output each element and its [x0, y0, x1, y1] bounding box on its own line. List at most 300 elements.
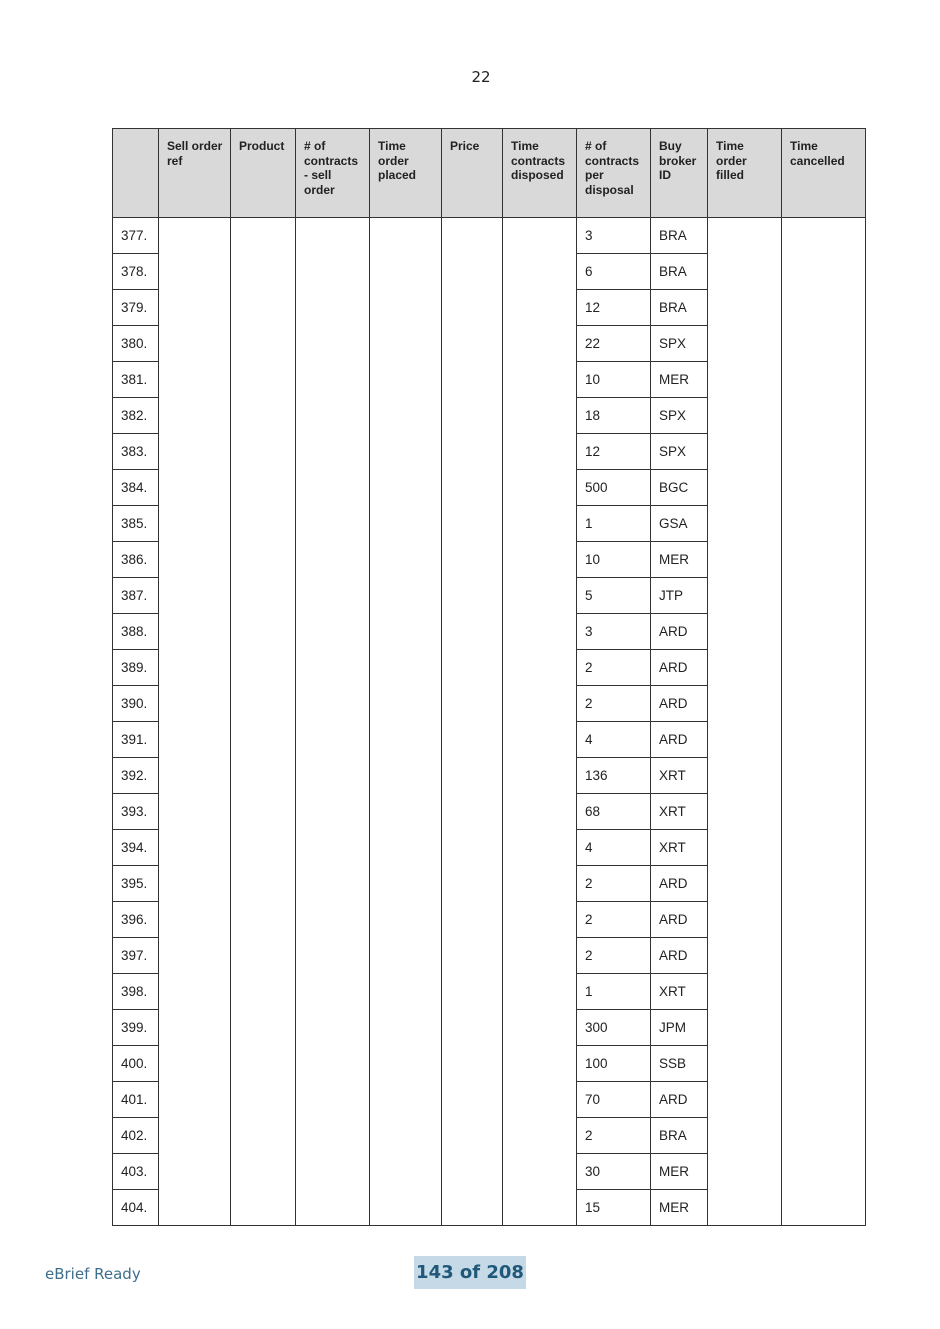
buy-broker-id-cell: XRT [651, 794, 708, 830]
sell-order-ref-cell [159, 1010, 231, 1046]
time-order-filled-cell [708, 938, 782, 974]
contracts-per-disposal-cell: 68 [577, 794, 651, 830]
time-order-filled-cell [708, 758, 782, 794]
contracts-per-disposal-cell: 12 [577, 434, 651, 470]
contracts-per-disposal-cell: 10 [577, 362, 651, 398]
time-contracts-disposed-cell [503, 938, 577, 974]
time-order-placed-cell [370, 578, 442, 614]
contracts-per-disposal-cell: 1 [577, 974, 651, 1010]
price-cell [442, 254, 503, 290]
time-contracts-disposed-cell [503, 614, 577, 650]
time-contracts-disposed-cell [503, 434, 577, 470]
sell-order-ref-cell [159, 362, 231, 398]
time-order-placed-cell [370, 542, 442, 578]
time-contracts-disposed-cell [503, 1010, 577, 1046]
buy-broker-id-cell: MER [651, 542, 708, 578]
product-cell [231, 578, 296, 614]
product-cell [231, 866, 296, 902]
contracts-sell-order-cell [296, 290, 370, 326]
table-row [113, 542, 866, 578]
time-order-placed-cell [370, 794, 442, 830]
contracts-per-disposal-cell: 3 [577, 614, 651, 650]
contracts-per-disposal-cell: 4 [577, 722, 651, 758]
product-cell [231, 1118, 296, 1154]
buy-broker-id-cell: ARD [651, 938, 708, 974]
contracts-sell-order-cell [296, 1010, 370, 1046]
product-cell [231, 434, 296, 470]
time-order-placed-cell [370, 650, 442, 686]
table-row [113, 434, 866, 470]
row-number-cell: 404. [113, 1190, 159, 1226]
buy-broker-id-cell: SPX [651, 398, 708, 434]
time-order-placed-cell [370, 398, 442, 434]
time-order-placed-cell [370, 902, 442, 938]
buy-broker-id-cell: BGC [651, 470, 708, 506]
contracts-sell-order-cell [296, 830, 370, 866]
table-row [113, 938, 866, 974]
time-order-filled-cell [708, 398, 782, 434]
product-cell [231, 470, 296, 506]
time-contracts-disposed-cell [503, 758, 577, 794]
price-cell [442, 218, 503, 254]
time-contracts-disposed-cell [503, 686, 577, 722]
time-cancelled-cell [782, 290, 866, 326]
time-cancelled-cell [782, 362, 866, 398]
contracts-sell-order-cell [296, 506, 370, 542]
time-order-filled-cell [708, 1190, 782, 1226]
price-cell [442, 902, 503, 938]
price-cell [442, 434, 503, 470]
sell-order-ref-cell [159, 866, 231, 902]
buy-broker-id-cell: JPM [651, 1010, 708, 1046]
table-body [113, 218, 866, 1226]
time-contracts-disposed-cell [503, 470, 577, 506]
contracts-per-disposal-cell: 30 [577, 1154, 651, 1190]
price-cell [442, 758, 503, 794]
time-order-filled-cell [708, 470, 782, 506]
table-row [113, 1118, 866, 1154]
time-order-placed-cell [370, 1190, 442, 1226]
table-row [113, 758, 866, 794]
header-price: Price [442, 129, 503, 218]
time-order-placed-cell [370, 290, 442, 326]
time-order-filled-cell [708, 254, 782, 290]
time-order-filled-cell [708, 830, 782, 866]
table-row [113, 578, 866, 614]
contracts-per-disposal-cell: 500 [577, 470, 651, 506]
row-number-cell: 397. [113, 938, 159, 974]
sell-order-ref-cell [159, 326, 231, 362]
price-cell [442, 326, 503, 362]
time-cancelled-cell [782, 434, 866, 470]
time-contracts-disposed-cell [503, 830, 577, 866]
sell-order-ref-cell [159, 722, 231, 758]
product-cell [231, 1010, 296, 1046]
time-cancelled-cell [782, 578, 866, 614]
buy-broker-id-cell: SPX [651, 326, 708, 362]
orders-table [112, 128, 866, 1226]
table-row [113, 254, 866, 290]
time-cancelled-cell [782, 614, 866, 650]
contracts-sell-order-cell [296, 974, 370, 1010]
price-cell [442, 1190, 503, 1226]
contracts-sell-order-cell [296, 938, 370, 974]
product-cell [231, 1190, 296, 1226]
row-number-cell: 382. [113, 398, 159, 434]
product-cell [231, 1046, 296, 1082]
row-number-cell: 398. [113, 974, 159, 1010]
contracts-per-disposal-cell: 2 [577, 650, 651, 686]
time-order-filled-cell [708, 218, 782, 254]
time-cancelled-cell [782, 938, 866, 974]
time-contracts-disposed-cell [503, 722, 577, 758]
time-order-placed-cell [370, 434, 442, 470]
time-contracts-disposed-cell [503, 398, 577, 434]
contracts-sell-order-cell [296, 1082, 370, 1118]
table-row [113, 866, 866, 902]
table-row [113, 362, 866, 398]
buy-broker-id-cell: MER [651, 362, 708, 398]
contracts-sell-order-cell [296, 1154, 370, 1190]
time-cancelled-cell [782, 902, 866, 938]
time-contracts-disposed-cell [503, 650, 577, 686]
product-cell [231, 686, 296, 722]
buy-broker-id-cell: SPX [651, 434, 708, 470]
price-cell [442, 362, 503, 398]
row-number-cell: 377. [113, 218, 159, 254]
time-order-placed-cell [370, 686, 442, 722]
product-cell [231, 362, 296, 398]
header-product: Product [231, 129, 296, 218]
row-number-cell: 379. [113, 290, 159, 326]
time-order-placed-cell [370, 254, 442, 290]
buy-broker-id-cell: ARD [651, 614, 708, 650]
time-order-placed-cell [370, 722, 442, 758]
time-order-placed-cell [370, 1118, 442, 1154]
contracts-sell-order-cell [296, 794, 370, 830]
buy-broker-id-cell: BRA [651, 218, 708, 254]
time-order-placed-cell [370, 1010, 442, 1046]
time-cancelled-cell [782, 1118, 866, 1154]
product-cell [231, 938, 296, 974]
time-order-filled-cell [708, 614, 782, 650]
time-cancelled-cell [782, 1010, 866, 1046]
buy-broker-id-cell: ARD [651, 650, 708, 686]
time-cancelled-cell [782, 830, 866, 866]
row-number-cell: 394. [113, 830, 159, 866]
row-number-cell: 386. [113, 542, 159, 578]
time-order-filled-cell [708, 686, 782, 722]
time-order-filled-cell [708, 434, 782, 470]
product-cell [231, 614, 296, 650]
table-row [113, 1010, 866, 1046]
time-order-filled-cell [708, 1046, 782, 1082]
buy-broker-id-cell: BRA [651, 254, 708, 290]
contracts-sell-order-cell [296, 218, 370, 254]
time-cancelled-cell [782, 542, 866, 578]
table-row [113, 1154, 866, 1190]
price-cell [442, 578, 503, 614]
page-counter: 143 of 208 [414, 1256, 526, 1289]
price-cell [442, 794, 503, 830]
product-cell [231, 902, 296, 938]
time-order-filled-cell [708, 1010, 782, 1046]
price-cell [442, 290, 503, 326]
time-cancelled-cell [782, 326, 866, 362]
row-number-cell: 391. [113, 722, 159, 758]
table-row [113, 794, 866, 830]
table-row [113, 614, 866, 650]
sell-order-ref-cell [159, 614, 231, 650]
table-row [113, 974, 866, 1010]
buy-broker-id-cell: ARD [651, 902, 708, 938]
time-cancelled-cell [782, 1190, 866, 1226]
contracts-per-disposal-cell: 2 [577, 866, 651, 902]
time-order-filled-cell [708, 506, 782, 542]
buy-broker-id-cell: BRA [651, 1118, 708, 1154]
contracts-per-disposal-cell: 6 [577, 254, 651, 290]
sell-order-ref-cell [159, 794, 231, 830]
time-cancelled-cell [782, 1046, 866, 1082]
contracts-per-disposal-cell: 10 [577, 542, 651, 578]
product-cell [231, 218, 296, 254]
time-cancelled-cell [782, 1082, 866, 1118]
time-contracts-disposed-cell [503, 794, 577, 830]
sell-order-ref-cell [159, 974, 231, 1010]
time-contracts-disposed-cell [503, 974, 577, 1010]
sell-order-ref-cell [159, 398, 231, 434]
price-cell [442, 398, 503, 434]
row-number-cell: 387. [113, 578, 159, 614]
time-contracts-disposed-cell [503, 254, 577, 290]
header-sell-order-ref: Sell order ref [159, 129, 231, 218]
row-number-cell: 383. [113, 434, 159, 470]
time-contracts-disposed-cell [503, 1082, 577, 1118]
contracts-sell-order-cell [296, 614, 370, 650]
page-number: 22 [471, 68, 491, 86]
sell-order-ref-cell [159, 1154, 231, 1190]
header-time-order-filled: Time order filled [708, 129, 782, 218]
time-order-placed-cell [370, 758, 442, 794]
time-order-placed-cell [370, 866, 442, 902]
sell-order-ref-cell [159, 830, 231, 866]
buy-broker-id-cell: GSA [651, 506, 708, 542]
time-contracts-disposed-cell [503, 1190, 577, 1226]
price-cell [442, 866, 503, 902]
time-order-placed-cell [370, 326, 442, 362]
price-cell [442, 722, 503, 758]
buy-broker-id-cell: BRA [651, 290, 708, 326]
table-row [113, 722, 866, 758]
time-cancelled-cell [782, 650, 866, 686]
header-time-contracts-disposed: Time contracts disposed [503, 129, 577, 218]
header-buy-broker-id: Buy broker ID [651, 129, 708, 218]
time-cancelled-cell [782, 758, 866, 794]
contracts-sell-order-cell [296, 326, 370, 362]
time-order-placed-cell [370, 974, 442, 1010]
buy-broker-id-cell: MER [651, 1190, 708, 1226]
row-number-cell: 381. [113, 362, 159, 398]
sell-order-ref-cell [159, 434, 231, 470]
price-cell [442, 1154, 503, 1190]
time-contracts-disposed-cell [503, 1154, 577, 1190]
product-cell [231, 506, 296, 542]
time-order-filled-cell [708, 362, 782, 398]
time-cancelled-cell [782, 218, 866, 254]
header-contracts-sell-order: # of contracts - sell order [296, 129, 370, 218]
buy-broker-id-cell: SSB [651, 1046, 708, 1082]
product-cell [231, 398, 296, 434]
contracts-sell-order-cell [296, 362, 370, 398]
time-order-filled-cell [708, 722, 782, 758]
row-number-cell: 385. [113, 506, 159, 542]
time-order-filled-cell [708, 902, 782, 938]
price-cell [442, 686, 503, 722]
time-order-filled-cell [708, 290, 782, 326]
price-cell [442, 1046, 503, 1082]
contracts-sell-order-cell [296, 1190, 370, 1226]
time-cancelled-cell [782, 974, 866, 1010]
contracts-sell-order-cell [296, 902, 370, 938]
row-number-cell: 380. [113, 326, 159, 362]
table-row [113, 326, 866, 362]
sell-order-ref-cell [159, 218, 231, 254]
contracts-per-disposal-cell: 2 [577, 902, 651, 938]
row-number-cell: 403. [113, 1154, 159, 1190]
row-number-cell: 401. [113, 1082, 159, 1118]
table-row [113, 290, 866, 326]
buy-broker-id-cell: ARD [651, 722, 708, 758]
price-cell [442, 1082, 503, 1118]
time-order-placed-cell [370, 1082, 442, 1118]
time-order-placed-cell [370, 830, 442, 866]
footer-brand: eBrief Ready [45, 1265, 141, 1283]
row-number-cell: 396. [113, 902, 159, 938]
sell-order-ref-cell [159, 758, 231, 794]
time-cancelled-cell [782, 794, 866, 830]
header-time-order-placed: Time order placed [370, 129, 442, 218]
buy-broker-id-cell: ARD [651, 866, 708, 902]
time-contracts-disposed-cell [503, 902, 577, 938]
contracts-sell-order-cell [296, 470, 370, 506]
sell-order-ref-cell [159, 290, 231, 326]
time-order-placed-cell [370, 470, 442, 506]
contracts-sell-order-cell [296, 578, 370, 614]
price-cell [442, 470, 503, 506]
contracts-per-disposal-cell: 136 [577, 758, 651, 794]
contracts-sell-order-cell [296, 1118, 370, 1154]
contracts-sell-order-cell [296, 434, 370, 470]
price-cell [442, 1118, 503, 1154]
product-cell [231, 326, 296, 362]
row-number-cell: 378. [113, 254, 159, 290]
row-number-cell: 400. [113, 1046, 159, 1082]
product-cell [231, 974, 296, 1010]
price-cell [442, 974, 503, 1010]
time-order-filled-cell [708, 650, 782, 686]
contracts-sell-order-cell [296, 542, 370, 578]
contracts-per-disposal-cell: 15 [577, 1190, 651, 1226]
time-order-placed-cell [370, 218, 442, 254]
contracts-per-disposal-cell: 12 [577, 290, 651, 326]
row-number-cell: 395. [113, 866, 159, 902]
sell-order-ref-cell [159, 470, 231, 506]
contracts-per-disposal-cell: 1 [577, 506, 651, 542]
time-order-filled-cell [708, 974, 782, 1010]
contracts-sell-order-cell [296, 1046, 370, 1082]
header-contracts-per-disposal: # of contracts per disposal [577, 129, 651, 218]
contracts-per-disposal-cell: 22 [577, 326, 651, 362]
time-order-filled-cell [708, 578, 782, 614]
price-cell [442, 506, 503, 542]
table-row [113, 1046, 866, 1082]
product-cell [231, 290, 296, 326]
row-number-cell: 384. [113, 470, 159, 506]
buy-broker-id-cell: ARD [651, 1082, 708, 1118]
product-cell [231, 254, 296, 290]
sell-order-ref-cell [159, 542, 231, 578]
row-number-cell: 390. [113, 686, 159, 722]
time-order-placed-cell [370, 1046, 442, 1082]
header-time-cancelled: Time cancelled [782, 129, 866, 218]
contracts-per-disposal-cell: 18 [577, 398, 651, 434]
time-cancelled-cell [782, 866, 866, 902]
table-row [113, 830, 866, 866]
contracts-sell-order-cell [296, 866, 370, 902]
table-row [113, 1190, 866, 1226]
contracts-sell-order-cell [296, 722, 370, 758]
contracts-sell-order-cell [296, 650, 370, 686]
contracts-per-disposal-cell: 100 [577, 1046, 651, 1082]
price-cell [442, 1010, 503, 1046]
row-number-cell: 389. [113, 650, 159, 686]
time-cancelled-cell [782, 686, 866, 722]
buy-broker-id-cell: ARD [651, 686, 708, 722]
time-cancelled-cell [782, 398, 866, 434]
contracts-sell-order-cell [296, 686, 370, 722]
row-number-cell: 388. [113, 614, 159, 650]
time-cancelled-cell [782, 1154, 866, 1190]
sell-order-ref-cell [159, 686, 231, 722]
contracts-per-disposal-cell: 300 [577, 1010, 651, 1046]
time-order-filled-cell [708, 1082, 782, 1118]
contracts-sell-order-cell [296, 758, 370, 794]
contracts-sell-order-cell [296, 254, 370, 290]
row-number-cell: 399. [113, 1010, 159, 1046]
sell-order-ref-cell [159, 506, 231, 542]
time-contracts-disposed-cell [503, 542, 577, 578]
time-contracts-disposed-cell [503, 290, 577, 326]
contracts-sell-order-cell [296, 398, 370, 434]
sell-order-ref-cell [159, 1190, 231, 1226]
price-cell [442, 830, 503, 866]
contracts-per-disposal-cell: 2 [577, 938, 651, 974]
product-cell [231, 542, 296, 578]
table-row [113, 902, 866, 938]
sell-order-ref-cell [159, 902, 231, 938]
product-cell [231, 830, 296, 866]
contracts-per-disposal-cell: 2 [577, 686, 651, 722]
time-contracts-disposed-cell [503, 1118, 577, 1154]
time-order-filled-cell [708, 542, 782, 578]
time-contracts-disposed-cell [503, 866, 577, 902]
time-contracts-disposed-cell [503, 326, 577, 362]
time-order-placed-cell [370, 1154, 442, 1190]
header-row-number [113, 129, 159, 218]
buy-broker-id-cell: XRT [651, 758, 708, 794]
table-row [113, 398, 866, 434]
row-number-cell: 402. [113, 1118, 159, 1154]
